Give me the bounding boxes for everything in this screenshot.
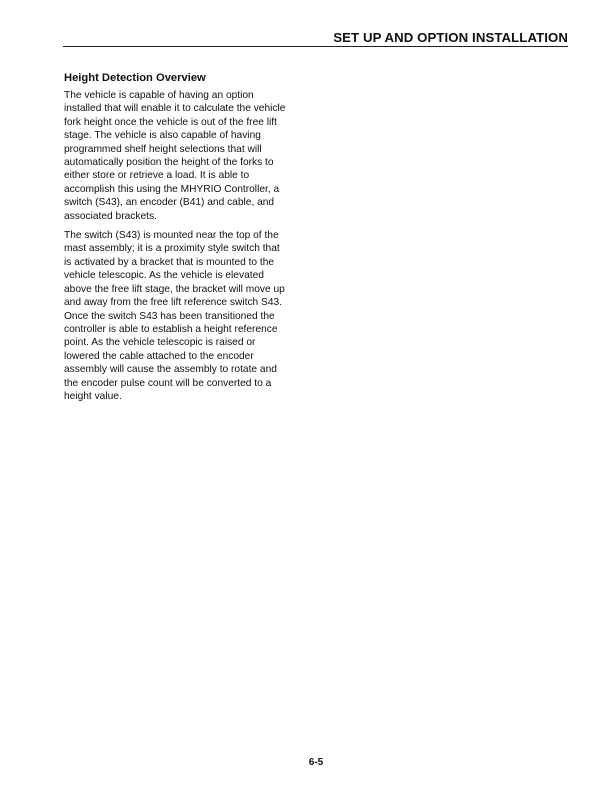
text-line: assembly will cause the assembly to rotate and	[64, 364, 277, 376]
text-line: stage. The vehicle is also capable of having	[64, 130, 261, 142]
text-line: switch (S43), an encoder (B41) and cable, and	[64, 197, 275, 209]
paragraph-1	[64, 89, 314, 223]
text-line: either store or retrieve a load. It is able to	[64, 170, 250, 182]
text-line: accomplish this using the MHYRIO Controller, a	[64, 183, 280, 195]
text-line: The switch (S43) is mounted near the top of the	[64, 230, 279, 242]
text-line: installed that will enable it to calculate the vehicle	[64, 103, 286, 115]
page-number: 6-5	[308, 757, 324, 768]
section-heading: Height Detection Overview	[64, 72, 206, 84]
text-line: Once the switch S43 has been transitioned the	[64, 310, 275, 322]
text-line: vehicle telescopic. As the vehicle is elevated	[64, 270, 264, 282]
text-line: fork height once the vehicle is out of the free lift	[64, 116, 277, 128]
paragraph-2	[64, 229, 314, 403]
text-line: controller is able to establish a height reference	[64, 323, 278, 335]
text-line: programmed shelf height selections that will	[64, 143, 262, 155]
text-line: height value.	[64, 390, 122, 402]
content-column	[64, 71, 314, 409]
text-line: lowered the cable attached to the encoder	[64, 350, 254, 362]
text-line: associated brackets.	[64, 210, 157, 222]
text-line: is activated by a bracket that is mounted to the	[64, 256, 275, 268]
text-line: the encoder pulse count will be converted to a	[64, 377, 272, 389]
text-line: automatically position the height of the forks to	[64, 157, 274, 169]
page-header-title: SET UP AND OPTION INSTALLATION	[333, 30, 568, 45]
text-line: and away from the free lift reference switch S43.	[64, 297, 283, 309]
text-line: mast assembly; it is a proximity style switch that	[64, 243, 280, 255]
text-line: The vehicle is capable of having an option	[64, 90, 254, 101]
text-line: point. As the vehicle telescopic is raised or	[64, 337, 256, 349]
text-line: above the free lift stage, the bracket will move up	[64, 283, 285, 295]
header-divider	[63, 46, 568, 47]
